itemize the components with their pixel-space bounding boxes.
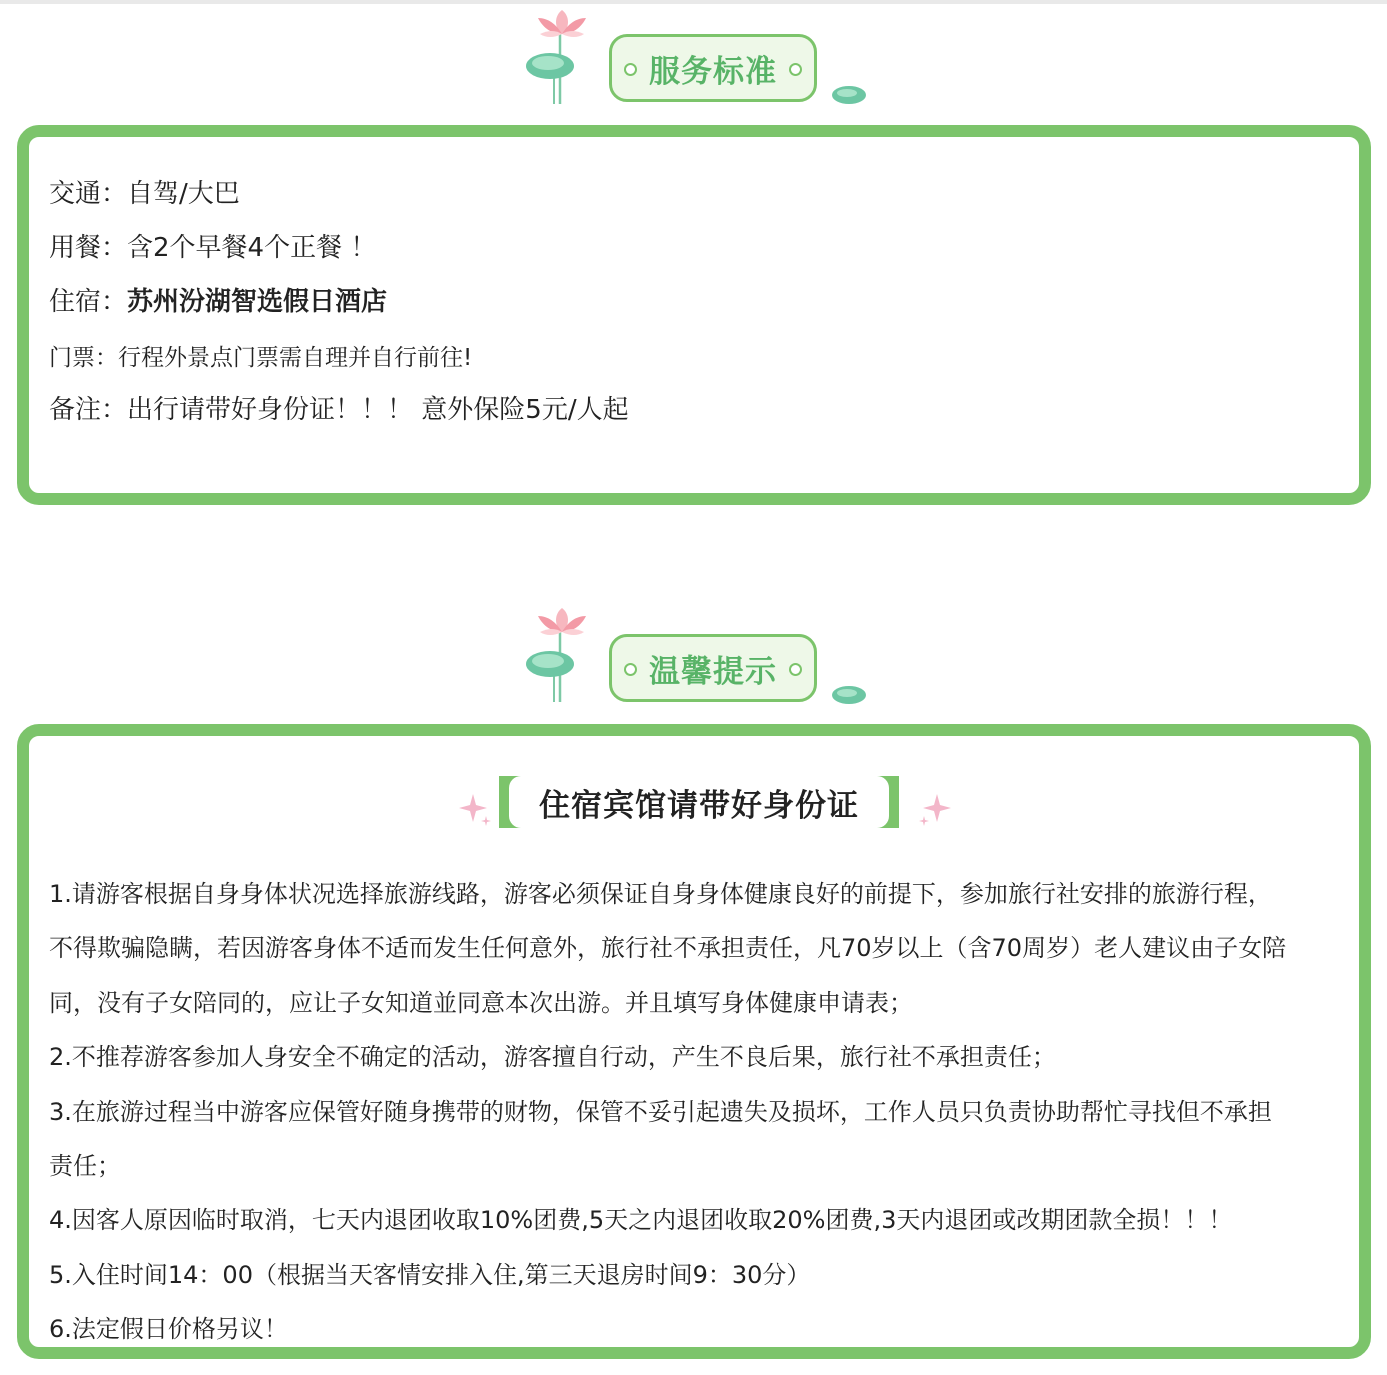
tips-heading-text: 住宿宾馆请带好身份证	[539, 788, 859, 824]
service-card	[17, 125, 1371, 505]
section-title: 温馨提示	[649, 653, 777, 690]
tip-line: 4.因客人原因临时取消，七天内退团收取10%团费,5天之内退团收取20%团费,3天内退团或改期团款全损！！！	[49, 1206, 1233, 1234]
pill-dot-right	[789, 663, 802, 676]
tip-line: 5.入住时间14：00（根据当天客情安排入住,第三天退房时间9：30分）	[49, 1261, 811, 1289]
tip-line: 1.请游客根据自身身体状况选择旅游线路，游客必须保证自身身体健康良好的前提下，参加旅行社安排的旅游行程，	[49, 880, 1272, 908]
section-title: 服务标准	[649, 53, 777, 90]
sparkle-icon	[917, 792, 953, 828]
tip-line: 不得欺骗隐瞒，若因游客身体不适而发生任何意外，旅行社不承担责任，凡70岁以上（含70周岁）老人建议由子女陪	[49, 934, 1287, 962]
heading-bracket-right	[877, 776, 899, 828]
service-row-tickets	[49, 339, 472, 372]
row-value: 出行请带好身份证！！！ 意外保险5元/人起	[127, 395, 629, 425]
tips-card	[17, 724, 1371, 1359]
lily-pad-icon	[830, 684, 868, 706]
sparkle-icon	[457, 792, 493, 828]
lotus-icon	[520, 602, 594, 704]
tip-line: 6.法定假日价格另议！	[49, 1315, 288, 1343]
service-row-notes	[49, 389, 629, 426]
row-label: 住宿：	[49, 287, 128, 317]
row-value: 含2个早餐4个正餐 ！	[127, 233, 377, 263]
lily-pad-icon	[830, 84, 868, 106]
service-row-transport	[49, 173, 240, 210]
row-value: 行程外景点门票需自理并自行前往!	[118, 345, 473, 371]
row-value: 自驾/大巴	[127, 179, 240, 209]
service-row-hotel	[49, 281, 387, 318]
section-title-pill	[609, 34, 817, 102]
row-label: 门票：	[49, 345, 118, 371]
row-label: 备注：	[49, 395, 128, 425]
section-header-tips	[0, 600, 1387, 720]
tip-line: 责任；	[49, 1152, 121, 1180]
row-label: 交通：	[49, 179, 128, 209]
tip-line: 2.不推荐游客参加人身安全不确定的活动，游客擅自行动，产生不良后果，旅行社不承担责任；	[49, 1043, 1056, 1071]
section-title-pill	[609, 634, 817, 702]
section-header-service	[0, 0, 1387, 120]
tips-heading	[499, 776, 899, 828]
tip-line: 同，没有子女陪同的，应让子女知道並同意本次出游。并且填写身体健康申请表；	[49, 989, 913, 1017]
pill-dot-left	[624, 63, 637, 76]
lotus-icon	[520, 4, 594, 106]
service-row-meals	[49, 227, 376, 264]
tip-line: 3.在旅游过程当中游客应保管好随身携带的财物，保管不妥引起遗失及损坏，工作人员只负责协助帮忙寻找但不承担	[49, 1098, 1272, 1126]
pill-dot-right	[789, 63, 802, 76]
row-label: 用餐：	[49, 233, 128, 263]
row-value: 苏州汾湖智选假日酒店	[127, 287, 388, 317]
pill-dot-left	[624, 663, 637, 676]
